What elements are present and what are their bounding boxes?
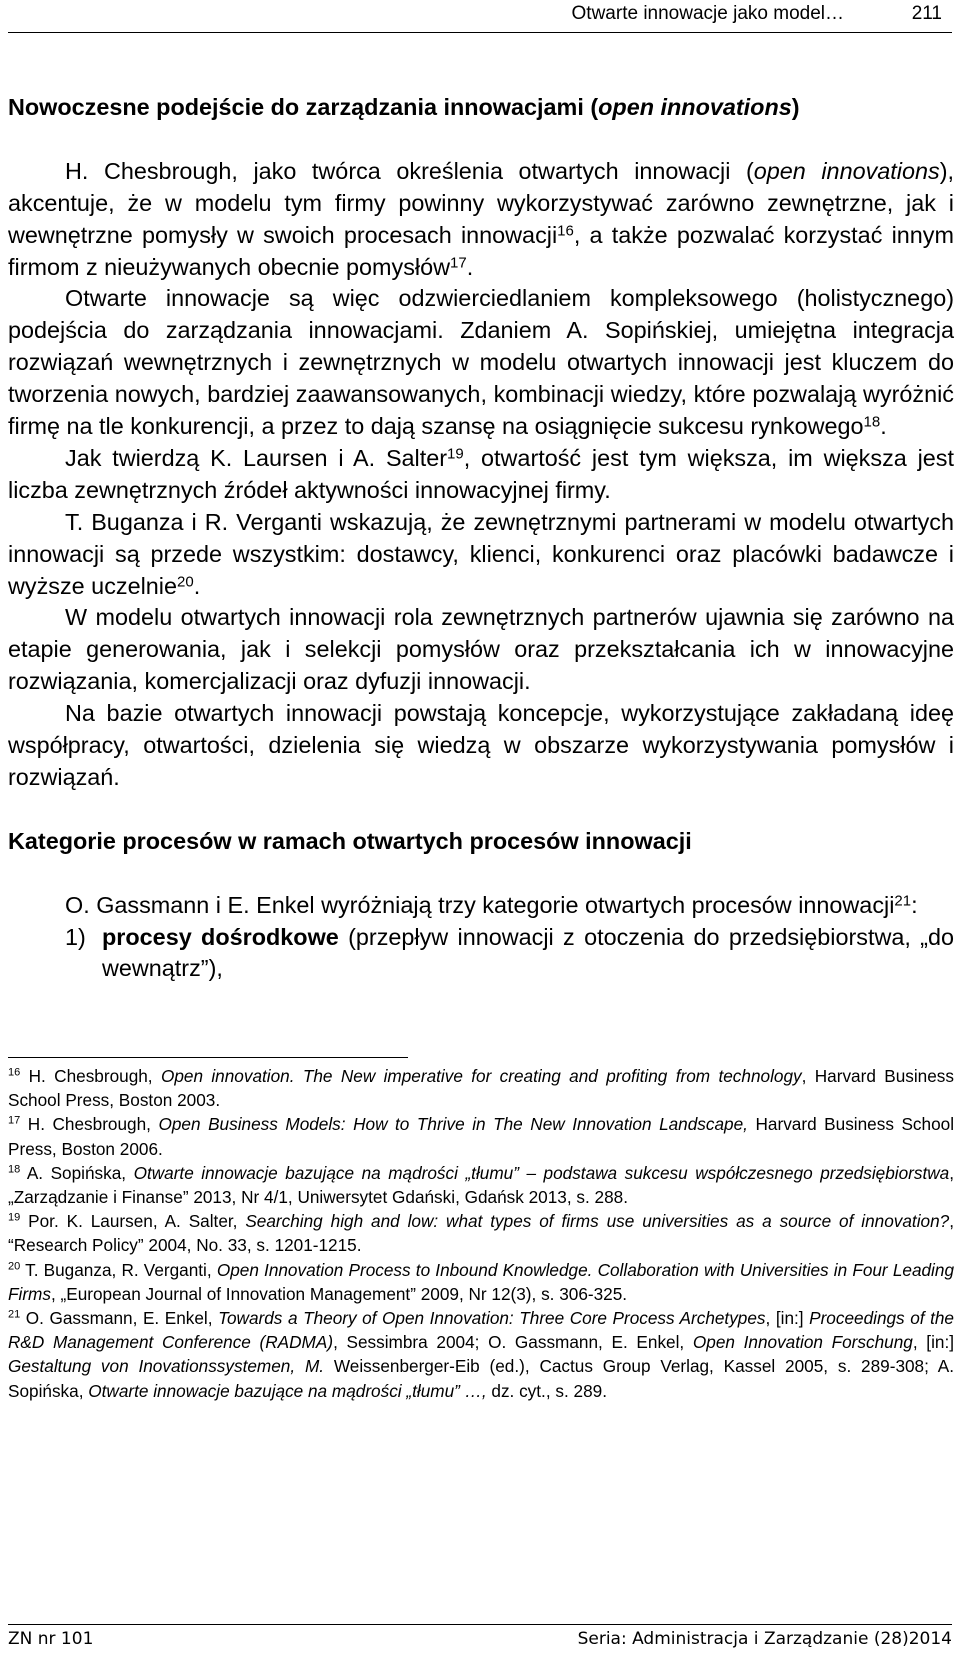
main-text: [8, 92, 954, 985]
list-item-inbound-processes: 1) procesy dośrodkowe (przepływ innowacji z otoczenia do przedsiębiorstwa, „do wewnątrz”),: [65, 923, 954, 982]
paragraph-external-partners: W modelu otwartych innowacji rola zewnętrznych partnerów ujawnia się zarówno na etapie generowania, jak i selekcji pomysłów oraz przekształcania ich w innowacyjne rozwiązania, komercjalizacji oraz dyfuzji innowacji.: [8, 604, 954, 695]
paragraph-chesbrough: H. Chesbrough, jako twórca określenia otwartych innowacji (open innovations), akcentuje, że w modelu tym firmy powinny wykorzystywać zarówno zewnętrzne, jak i wewnętrzne pomysły w swoich procesach innowacji$^{16}$, a także pozwalać korzystać innym firmom z nieużywanych obecnie pomysłów$^{17}$.: [8, 157, 954, 280]
running-header: [8, 0, 952, 33]
footnote-ref-17: 17: [450, 254, 467, 272]
footnote-ref-19: 19: [447, 445, 464, 463]
footnote-ref-20: 20: [177, 573, 194, 591]
footnote-ref-18: 18: [863, 413, 881, 431]
section-heading-open-innovations: Nowoczesne podejście do zarządzania innowacjami (open innovations): [8, 94, 800, 120]
footnote-18: $^{18}$ A. Sopińska, Otwarte innowacje bazujące na mądrości „tłumu” – podstawa sukcesu współczesnego przedsiębiorstwa, „Zarządzanie i Finanse” 2013, Nr 4/1, Uniwersytet Gdański, Gdańsk 2013, s. 288.: [8, 1162, 954, 1208]
footnote-17: $^{17}$ H. Chesbrough, Open Business Models: How to Thrive in The New Innovation Landscape, Harvard Business School Press, Boston 2006.: [8, 1114, 955, 1159]
footnote-ref-16: 16: [557, 222, 574, 240]
term-inbound: procesy dośrodkowe: [102, 923, 339, 950]
footnote-19: $^{19}$ Por. K. Laursen, A. Salter, Searching high and low: what types of firms use universities as a source of innovation?, “Research Policy” 2004, No. 33, s. 1201-1215.: [8, 1211, 954, 1256]
paragraph-gassmann-enkel: O. Gassmann i E. Enkel wyróżniają trzy kategorie otwartych procesów innowacji$^{21}$:: [65, 891, 918, 918]
page-number: 211: [911, 3, 942, 24]
series-name: Seria: Administracja i Zarządzanie (28)2014: [577, 1629, 952, 1649]
paragraph-buganza-verganti: T. Buganza i R. Verganti wskazują, że zewnętrznymi partnerami w modelu otwartych innowacji są przede wszystkim: dostawcy, klienci, konkurenci oraz placówki badawcze i wyższe uczelnie$^{20}$.: [8, 508, 954, 599]
paragraph-concepts: Na bazie otwartych innowacji powstają koncepcje, wykorzystujące zakładaną ideę współpracy, otwartości, dzielenia się wiedzą w obszarze wykorzystywania pomysłów i rozwiązań.: [8, 700, 954, 791]
paragraph-laursen-salter: Jak twierdzą K. Laursen i A. Salter$^{19}$, otwartość jest tym większa, im większa jest liczba zewnętrznych źródeł aktywności innowacyjnej firmy.: [8, 444, 954, 503]
footnote-16: $^{16}$ H. Chesbrough, Open innovation. The New imperative for creating and profiting from technology, Harvard Business School Press, Boston 2003.: [8, 1066, 954, 1111]
paragraph-holistic: Otwarte innowacje są więc odzwierciedlaniem kompleksowego (holistycznego) podejścia do zarządzania innowacjami. Zdaniem A. Sopińskiej, umiejętna integracja rozwiązań wewnętrznych i zewnętrznych w modelu otwartych innowacji jest kluczem do tworzenia nowych, bardziej zaawansowanych, kombinacji wiedzy, które pozwalają wyróżnić firmę na tle konkurencji, a przez to dają szansę na osiągnięcie sukcesu rynkowego$^{18}$.: [8, 285, 954, 440]
running-title: Otwarte innowacje jako model…: [571, 3, 844, 24]
footnote-21: $^{21}$ O. Gassmann, E. Enkel, Towards a Theory of Open Innovation: Three Core Process Archetypes, [in:] Proceedings of the R&D Management Conference (RADMA), Sessimbra 2004; O. Gassmann, E. Enkel, Open Innovation Forschung, [in:] Gestaltung von Inovationssystemen, M. Weissenberger-Eib (ed.), Cactus Group Verlag, Kassel 2005, s. 289-308; A. Sopińska, Otwarte innowacje bazujące na mądrości „tłumu” …, dz. cyt., s. 289.: [8, 1308, 955, 1401]
footnotes: [8, 1064, 954, 1403]
footnote-separator: [8, 1057, 408, 1058]
footnote-ref-21: 21: [894, 892, 912, 910]
journal-issue: ZN nr 101: [8, 1629, 94, 1649]
list-item-number: 1): [65, 923, 86, 950]
footnote-20: $^{20}$ T. Buganza, R. Verganti, Open Innovation Process to Inbound Knowledge. Collaboration with Universities in Four Leading Firms, „European Journal of Innovation Management” 2009, Nr 12(3), s. 306-325.: [8, 1259, 954, 1304]
section-heading-categories: Kategorie procesów w ramach otwartych procesów innowacji: [8, 827, 692, 854]
running-footer: [8, 1624, 952, 1654]
